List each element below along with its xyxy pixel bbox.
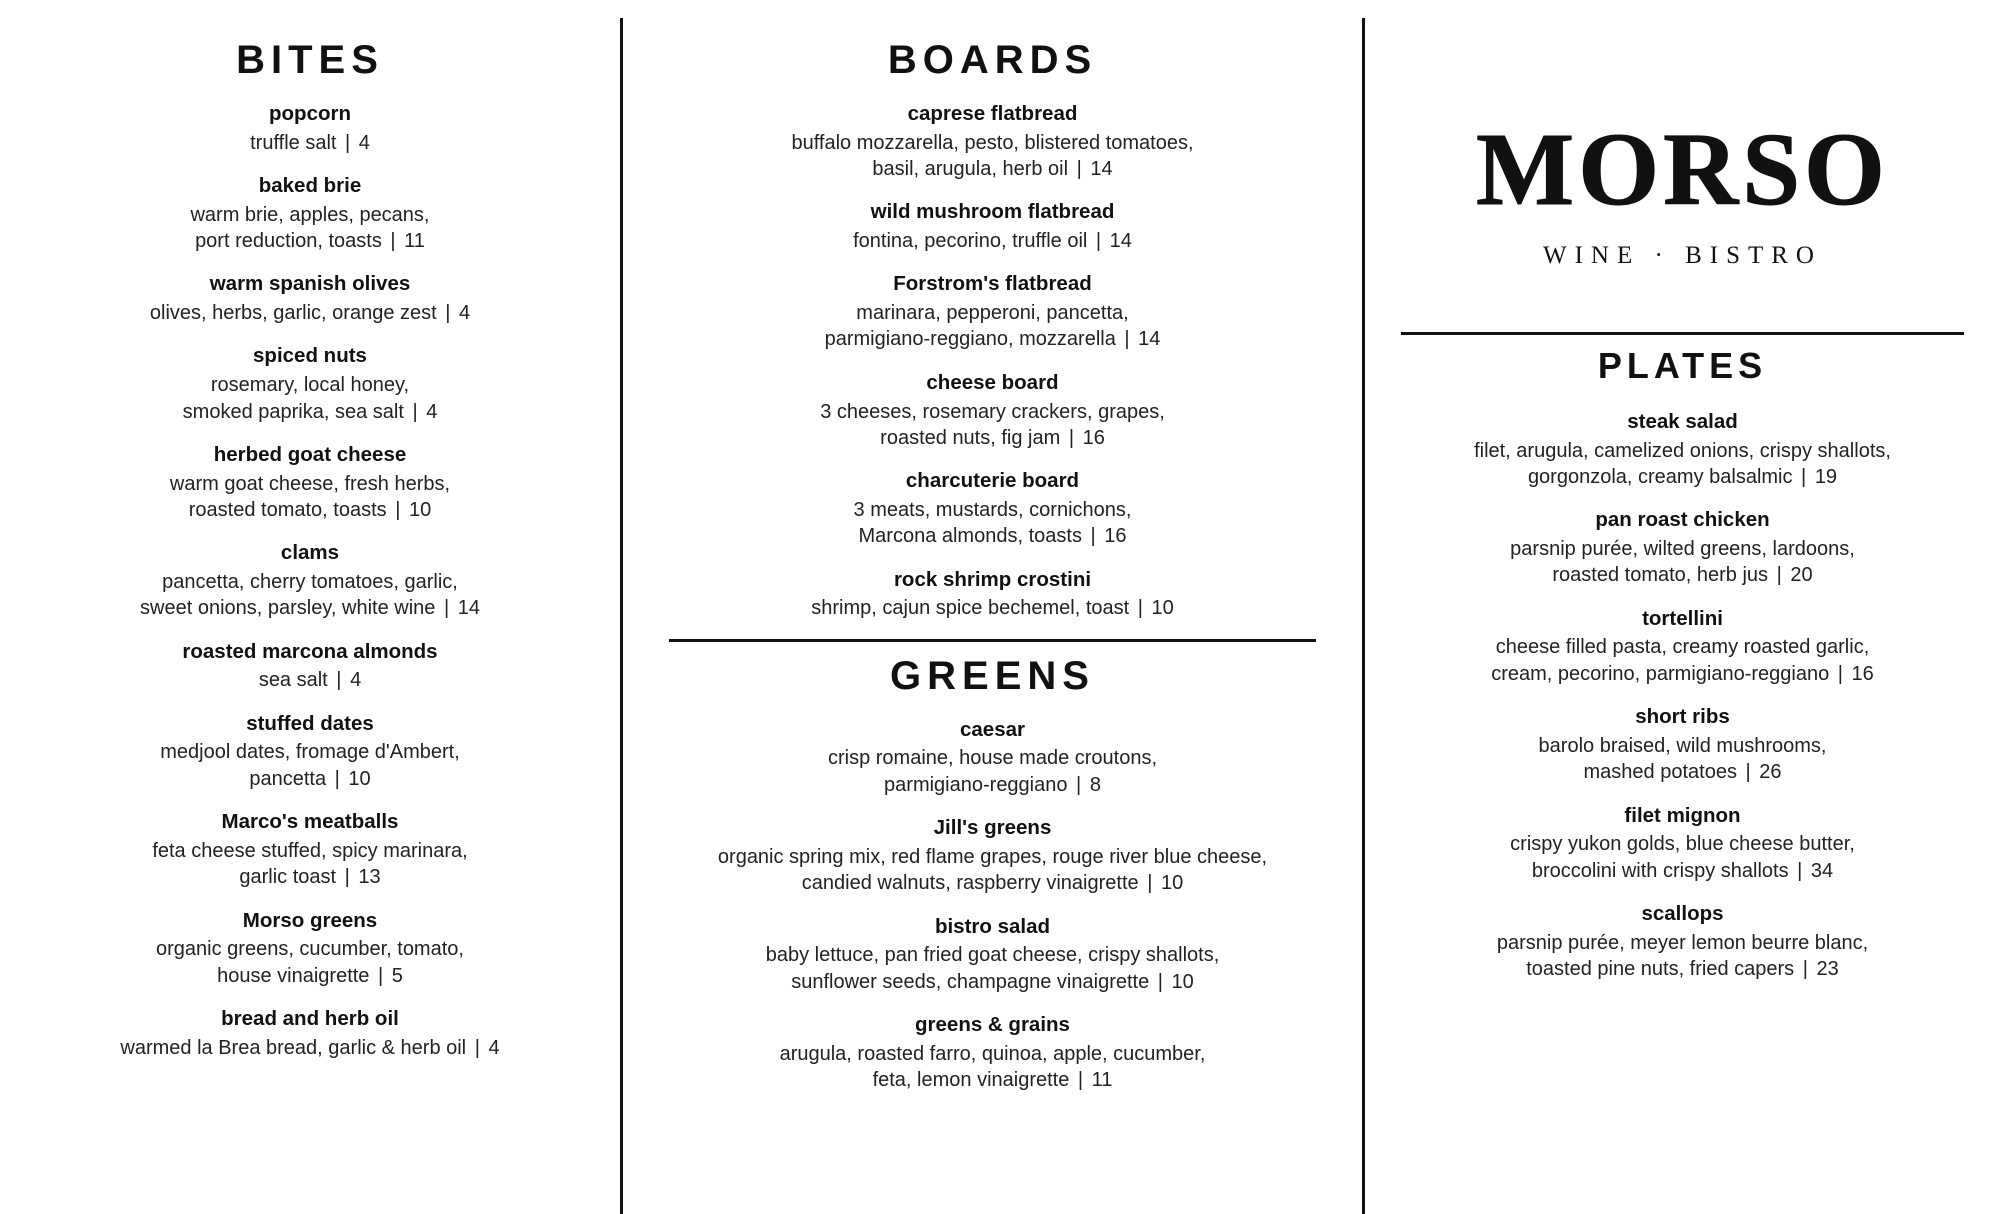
menu-item bbox=[669, 271, 1316, 352]
menu-item-description: parsnip purée, wilted greens, lardoons, roasted tomato, herb jus | 20 bbox=[1510, 538, 1855, 587]
menu-item-description: rosemary, local honey, smoked paprika, sea salt | 4 bbox=[182, 374, 438, 423]
price-separator: | bbox=[1084, 525, 1102, 548]
menu-item bbox=[40, 639, 580, 694]
price-separator: | bbox=[389, 498, 406, 521]
menu-item-name: steak salad bbox=[1627, 410, 1738, 433]
menu-item-description: truffle salt | 4 bbox=[250, 131, 370, 154]
menu-item-name: Forstrom's flatbread bbox=[893, 272, 1092, 296]
menu-item-description: fontina, pecorino, truffle oil | 14 bbox=[853, 230, 1132, 253]
menu-item-price: 10 bbox=[408, 498, 432, 521]
menu-item-description: shrimp, cajun spice bechemel, toast | 10 bbox=[811, 597, 1174, 620]
menu-item-description: 3 cheeses, rosemary crackers, grapes, roasted nuts, fig jam | 16 bbox=[820, 400, 1165, 449]
menu-item-description: barolo braised, wild mushrooms, mashed potatoes | 26 bbox=[1538, 734, 1827, 784]
price-separator: | bbox=[1832, 662, 1849, 685]
price-separator: | bbox=[1797, 958, 1814, 981]
menu-item-price: 8 bbox=[1089, 773, 1101, 796]
menu-item-description: arugula, roasted farro, quinoa, apple, cucumber, feta, lemon vinaigrette | 11 bbox=[779, 1042, 1206, 1092]
menu-item-description: crispy yukon golds, blue cheese butter, broccolini with crispy shallots | 34 bbox=[1510, 833, 1855, 882]
price-separator: | bbox=[330, 669, 348, 692]
menu-item-name: warm spanish olives bbox=[209, 272, 411, 296]
price-separator: | bbox=[339, 131, 356, 154]
greens-block bbox=[669, 654, 1316, 1094]
menu-item-price: 10 bbox=[1160, 872, 1184, 895]
price-separator: | bbox=[438, 597, 455, 620]
menu-item bbox=[669, 370, 1316, 451]
menu-item bbox=[40, 101, 580, 156]
menu-item-price: 20 bbox=[1790, 564, 1813, 587]
price-separator: | bbox=[384, 230, 402, 253]
brand-logo: MORSO bbox=[1476, 112, 1889, 227]
menu-item-price: 13 bbox=[358, 866, 381, 889]
menu-item-price: 10 bbox=[1171, 970, 1194, 993]
menu-item bbox=[1401, 507, 1964, 588]
menu-item-price: 26 bbox=[1759, 761, 1782, 784]
menu-item-price: 14 bbox=[1138, 328, 1161, 351]
section-title-boards: BOARDS bbox=[887, 38, 1098, 82]
price-separator: | bbox=[1071, 158, 1088, 181]
menu-item-name: Jill's greens bbox=[933, 816, 1052, 840]
column-brand-plates bbox=[1365, 18, 2000, 1214]
menu-item-name: cheese board bbox=[926, 370, 1059, 394]
menu-item-name: baked brie bbox=[258, 174, 362, 198]
menu-item-description: feta cheese stuffed, spicy marinara, garlic toast | 13 bbox=[152, 839, 468, 889]
price-separator: | bbox=[1795, 466, 1812, 489]
menu-item-name: popcorn bbox=[269, 102, 351, 125]
menu-item-name: tortellini bbox=[1642, 606, 1723, 630]
menu-item-name: greens & grains bbox=[915, 1013, 1070, 1037]
menu-item-description: organic greens, cucumber, tomato, house vinaigrette | 5 bbox=[156, 938, 464, 987]
menu-item bbox=[40, 173, 580, 254]
section-title-plates: PLATES bbox=[1597, 345, 1768, 386]
menu-item bbox=[40, 343, 580, 424]
menu-item bbox=[669, 567, 1316, 622]
menu-item-description: 3 meats, mustards, cornichons, Marcona almonds, toasts | 16 bbox=[853, 498, 1132, 548]
menu-item-name: charcuterie board bbox=[905, 469, 1080, 493]
menu-item bbox=[669, 468, 1316, 549]
column-boards-greens bbox=[620, 18, 1365, 1214]
menu-item-price: 16 bbox=[1082, 426, 1105, 449]
price-separator: | bbox=[1070, 773, 1087, 796]
menu-item-description: filet, arugula, camelized onions, crispy shallots, gorgonzola, creamy balsalmic | 19 bbox=[1474, 439, 1891, 489]
menu-item-name: scallops bbox=[1641, 902, 1724, 926]
menu-item-price: 4 bbox=[358, 131, 370, 154]
menu-item-description: baby lettuce, pan fried goat cheese, crispy shallots, sunflower seeds, champagne vinaigrette | 10 bbox=[765, 944, 1220, 993]
menu-item-price: 14 bbox=[1109, 230, 1132, 253]
menu-item-price: 16 bbox=[1851, 662, 1874, 685]
menu-item bbox=[40, 271, 580, 326]
menu-item-price: 10 bbox=[1151, 597, 1174, 620]
price-separator: | bbox=[1063, 426, 1080, 449]
menu-item bbox=[669, 199, 1316, 254]
menu-item-name: Marco's meatballs bbox=[221, 810, 399, 834]
menu-item bbox=[1401, 803, 1964, 884]
menu-item-price: 19 bbox=[1814, 466, 1838, 489]
menu-item-price: 14 bbox=[457, 597, 480, 620]
menu-item bbox=[40, 1006, 580, 1061]
price-separator: | bbox=[372, 964, 389, 987]
menu-item-description: olives, herbs, garlic, orange zest | 4 bbox=[149, 302, 471, 325]
boards-items bbox=[669, 101, 1316, 622]
menu-item bbox=[1401, 409, 1964, 490]
menu-item-name: bistro salad bbox=[934, 914, 1051, 938]
menu-item-name: filet mignon bbox=[1624, 803, 1741, 827]
menu-item-description: warmed la Brea bread, garlic & herb oil | 4 bbox=[120, 1036, 500, 1059]
price-separator: | bbox=[1072, 1069, 1089, 1092]
menu-item-price: 11 bbox=[1091, 1069, 1113, 1092]
menu-item-description: crisp romaine, house made croutons, parmigiano-reggiano | 8 bbox=[827, 747, 1158, 796]
menu-item-description: parsnip purée, meyer lemon beurre blanc, toasted pine nuts, fried capers | 23 bbox=[1496, 931, 1869, 981]
menu-item-price: 4 bbox=[426, 400, 438, 423]
menu-item bbox=[40, 711, 580, 792]
menu-item-name: spiced nuts bbox=[253, 344, 367, 368]
menu-item-name: caprese flatbread bbox=[907, 102, 1078, 125]
section-title-bites: BITES bbox=[236, 38, 384, 82]
price-separator: | bbox=[469, 1036, 486, 1059]
menu-item-price: 11 bbox=[404, 230, 425, 253]
menu-item-price: 4 bbox=[459, 302, 471, 325]
brand-block bbox=[1401, 112, 1964, 270]
menu-item bbox=[40, 540, 580, 621]
menu-item bbox=[40, 809, 580, 890]
menu-item-price: 5 bbox=[391, 964, 403, 987]
price-separator: | bbox=[339, 866, 356, 889]
menu-item bbox=[40, 908, 580, 989]
menu-item-name: rock shrimp crostini bbox=[893, 567, 1092, 591]
menu-item-name: stuffed dates bbox=[246, 711, 374, 735]
menu-item bbox=[1401, 901, 1964, 982]
greens-items bbox=[669, 717, 1316, 1094]
section-title-greens: GREENS bbox=[890, 653, 1095, 698]
plates-items bbox=[1401, 409, 1964, 983]
bites-items bbox=[40, 101, 580, 1061]
menu-item-name: Morso greens bbox=[242, 908, 378, 932]
menu-item-price: 10 bbox=[348, 767, 371, 790]
price-separator: | bbox=[1791, 859, 1808, 882]
price-separator: | bbox=[439, 302, 456, 325]
menu-item bbox=[40, 442, 580, 523]
menu-item bbox=[669, 914, 1316, 995]
menu-item-price: 4 bbox=[488, 1036, 500, 1059]
menu-item bbox=[669, 815, 1316, 896]
price-separator: | bbox=[1771, 564, 1788, 587]
menu-item-price: 16 bbox=[1104, 525, 1127, 548]
price-separator: | bbox=[329, 767, 346, 790]
brand-divider bbox=[1401, 332, 1964, 335]
price-separator: | bbox=[1090, 230, 1107, 253]
menu-item-description: pancetta, cherry tomatoes, garlic, sweet onions, parsley, white wine | 14 bbox=[140, 570, 480, 620]
menu-item-price: 23 bbox=[1816, 958, 1839, 981]
menu-item-price: 4 bbox=[350, 669, 362, 692]
price-separator: | bbox=[1739, 761, 1757, 784]
menu-item bbox=[669, 101, 1316, 182]
menu-item bbox=[669, 717, 1316, 798]
menu-item-name: clams bbox=[280, 541, 340, 565]
menu-item-name: caesar bbox=[960, 717, 1025, 741]
menu-item bbox=[1401, 606, 1964, 687]
price-separator: | bbox=[1118, 328, 1136, 351]
menu-item-description: sea salt | 4 bbox=[258, 669, 362, 692]
menu-item-description: cheese filled pasta, creamy roasted garlic, cream, pecorino, parmigiano-reggiano | 16 bbox=[1491, 636, 1874, 685]
menu-item bbox=[1401, 704, 1964, 785]
menu-item-name: pan roast chicken bbox=[1595, 508, 1770, 532]
menu-item-description: medjool dates, fromage d'Ambert, pancetta | 10 bbox=[160, 741, 460, 790]
section-divider bbox=[669, 639, 1316, 642]
brand-tagline: WINE · BISTRO bbox=[1543, 242, 1822, 269]
menu-item-name: herbed goat cheese bbox=[213, 442, 407, 466]
menu-item bbox=[669, 1012, 1316, 1093]
menu-item-description: warm brie, apples, pecans, port reduction, toasts | 11 bbox=[190, 203, 430, 253]
menu-item-name: wild mushroom flatbread bbox=[870, 200, 1115, 224]
menu-item-description: warm goat cheese, fresh herbs, roasted tomato, toasts | 10 bbox=[169, 472, 451, 521]
column-bites bbox=[0, 18, 620, 1214]
menu-item-description: marinara, pepperoni, pancetta, parmigiano-reggiano, mozzarella | 14 bbox=[824, 302, 1161, 351]
menu-item-description: buffalo mozzarella, pesto, blistered tomatoes, basil, arugula, herb oil | 14 bbox=[791, 131, 1194, 181]
menu-item-description: organic spring mix, red flame grapes, rouge river blue cheese, candied walnuts, raspberry vinaigrette | 10 bbox=[717, 845, 1268, 895]
price-separator: | bbox=[1132, 597, 1149, 620]
price-separator: | bbox=[1152, 970, 1169, 993]
menu-item-name: roasted marcona almonds bbox=[182, 639, 438, 663]
price-separator: | bbox=[406, 400, 424, 423]
menu-item-price: 14 bbox=[1090, 158, 1113, 181]
menu-item-price: 34 bbox=[1810, 859, 1834, 882]
menu-item-name: bread and herb oil bbox=[221, 1007, 399, 1031]
menu-item-name: short ribs bbox=[1635, 705, 1730, 729]
price-separator: | bbox=[1141, 872, 1158, 895]
